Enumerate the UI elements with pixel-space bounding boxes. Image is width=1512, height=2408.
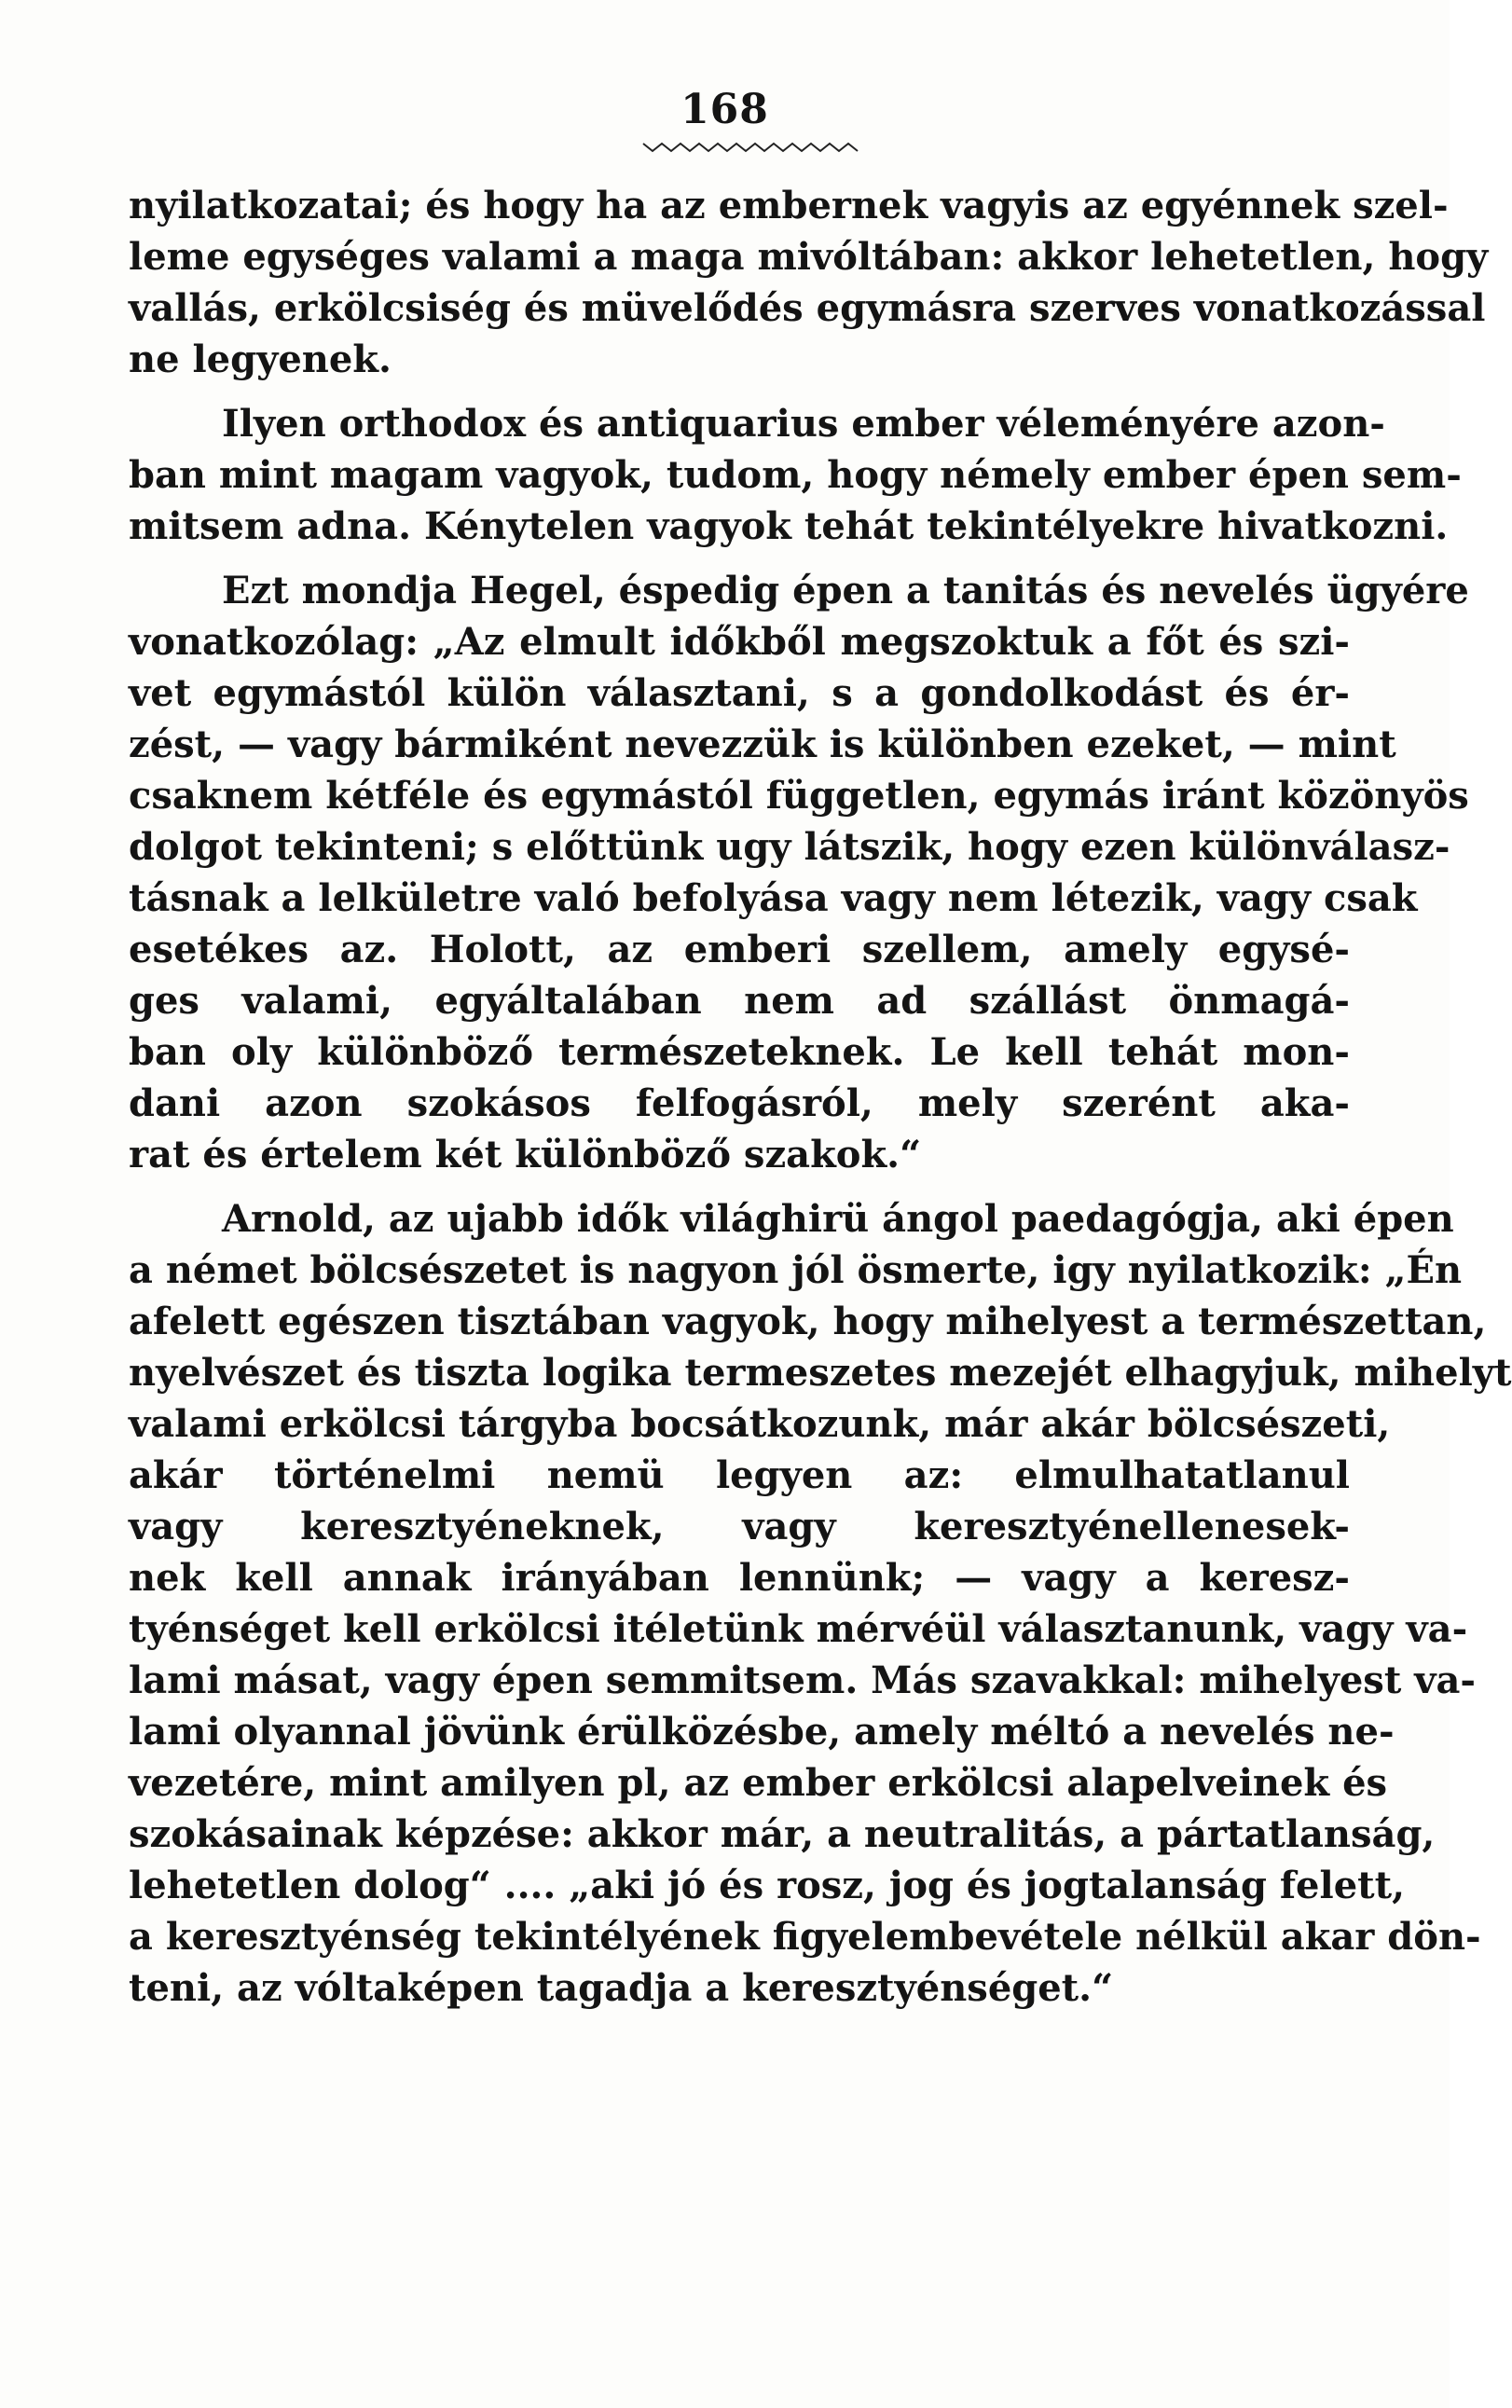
text-line: esetékes az. Holott, az emberi szellem, amely egysé- bbox=[129, 928, 1350, 971]
text-line: tyénséget kell erkölcsi itéletünk mérvéül választanunk, vagy va- bbox=[129, 1607, 1468, 1651]
text-line: zést, — vagy bármiként nevezzük is különben ezeket, — mint bbox=[129, 722, 1396, 766]
text-line: ban oly különböző természeteknek. Le kell tehát mon- bbox=[129, 1030, 1350, 1074]
text-line: Arnold, az ujabb idők világhirü ángol paedagógja, aki épen bbox=[222, 1197, 1454, 1241]
text-line: vonatkozólag: „Az elmult időkből megszoktuk a főt és szi- bbox=[129, 620, 1350, 664]
text-line: dani azon szokásos felfogásról, mely szerént aka- bbox=[129, 1081, 1350, 1125]
page-number: 168 bbox=[680, 86, 769, 133]
body-text bbox=[129, 180, 1512, 2014]
text-line: lehetetlen dolog“ .... „aki jó és rosz, jog és jogtalanság felett, bbox=[129, 1864, 1406, 1907]
text-line: vallás, erkölcsiség és müvelődés egymásra szerves vonatkozással bbox=[129, 286, 1486, 330]
text-line: lami másat, vagy épen semmitsem. Más szavakkal: mihelyest va- bbox=[129, 1658, 1476, 1702]
text-line: tásnak a lelkületre való befolyása vagy nem létezik, vagy csak bbox=[129, 876, 1418, 920]
text-line: vezetére, mint amilyen pl, az ember erkölcsi alapelveinek és bbox=[129, 1761, 1388, 1805]
text-line: ban mint magam vagyok, tudom, hogy némely ember épen sem- bbox=[129, 453, 1462, 497]
text-line: csaknem kétféle és egymástól független, egymás iránt közönyös bbox=[129, 774, 1469, 818]
wavy-rule-ornament bbox=[643, 136, 858, 157]
text-line: Ilyen orthodox és antiquarius ember véleményére azon- bbox=[222, 402, 1385, 446]
text-line: ne legyenek. bbox=[129, 337, 392, 381]
text-line: mitsem adna. Kénytelen vagyok tehát tekintélyekre hivatkozni. bbox=[129, 504, 1449, 548]
text-line: akár történelmi nemü legyen az: elmulhatatlanul bbox=[129, 1453, 1350, 1497]
paragraph bbox=[129, 180, 1489, 385]
paragraph bbox=[129, 1193, 1512, 2014]
text-line: lami olyannal jövünk érülközésbe, amely méltó a nevelés ne- bbox=[129, 1710, 1395, 1754]
text-line: a keresztyénség tekintélyének figyelembevétele nélkül akar dön- bbox=[129, 1915, 1481, 1959]
text-line: rat és értelem két különböző szakok.“ bbox=[129, 1133, 922, 1176]
text-line: nek kell annak irányában lennünk; — vagy a keresz- bbox=[129, 1556, 1350, 1600]
text-line: a német bölcsészetet is nagyon jól ösmerte, igy nyilatkozik: „Én bbox=[129, 1248, 1463, 1292]
text-line: szokásainak képzése: akkor már, a neutralitás, a pártatlanság, bbox=[129, 1812, 1436, 1856]
text-line: leme egységes valami a maga mivóltában: akkor lehetetlen, hogy bbox=[129, 235, 1489, 279]
text-line: nyelvészet és tiszta logika termeszetes mezejét elhagyjuk, mihelyt bbox=[129, 1351, 1512, 1395]
text-line: afelett egészen tisztában vagyok, hogy mihelyest a természettan, bbox=[129, 1300, 1487, 1343]
paragraph bbox=[129, 398, 1462, 552]
text-line: Ezt mondja Hegel, éspedig épen a tanitás és nevelés ügyére bbox=[222, 569, 1469, 612]
text-line: vagy keresztyéneknek, vagy keresztyénellenesek- bbox=[129, 1505, 1350, 1548]
paragraph bbox=[129, 565, 1469, 1180]
text-line: teni, az vóltaképen tagadja a keresztyénséget.“ bbox=[129, 1966, 1114, 2010]
text-line: valami erkölcsi tárgyba bocsátkozunk, már akár bölcsészeti, bbox=[129, 1402, 1391, 1446]
text-line: dolgot tekinteni; s előttünk ugy látszik, hogy ezen különválasz- bbox=[129, 825, 1450, 869]
text-line: vet egymástól külön választani, s a gondolkodást és ér- bbox=[129, 671, 1350, 715]
text-line: nyilatkozatai; és hogy ha az embernek vagyis az egyénnek szel- bbox=[129, 184, 1449, 227]
text-line: ges valami, egyáltalában nem ad szállást önmagá- bbox=[129, 979, 1350, 1023]
